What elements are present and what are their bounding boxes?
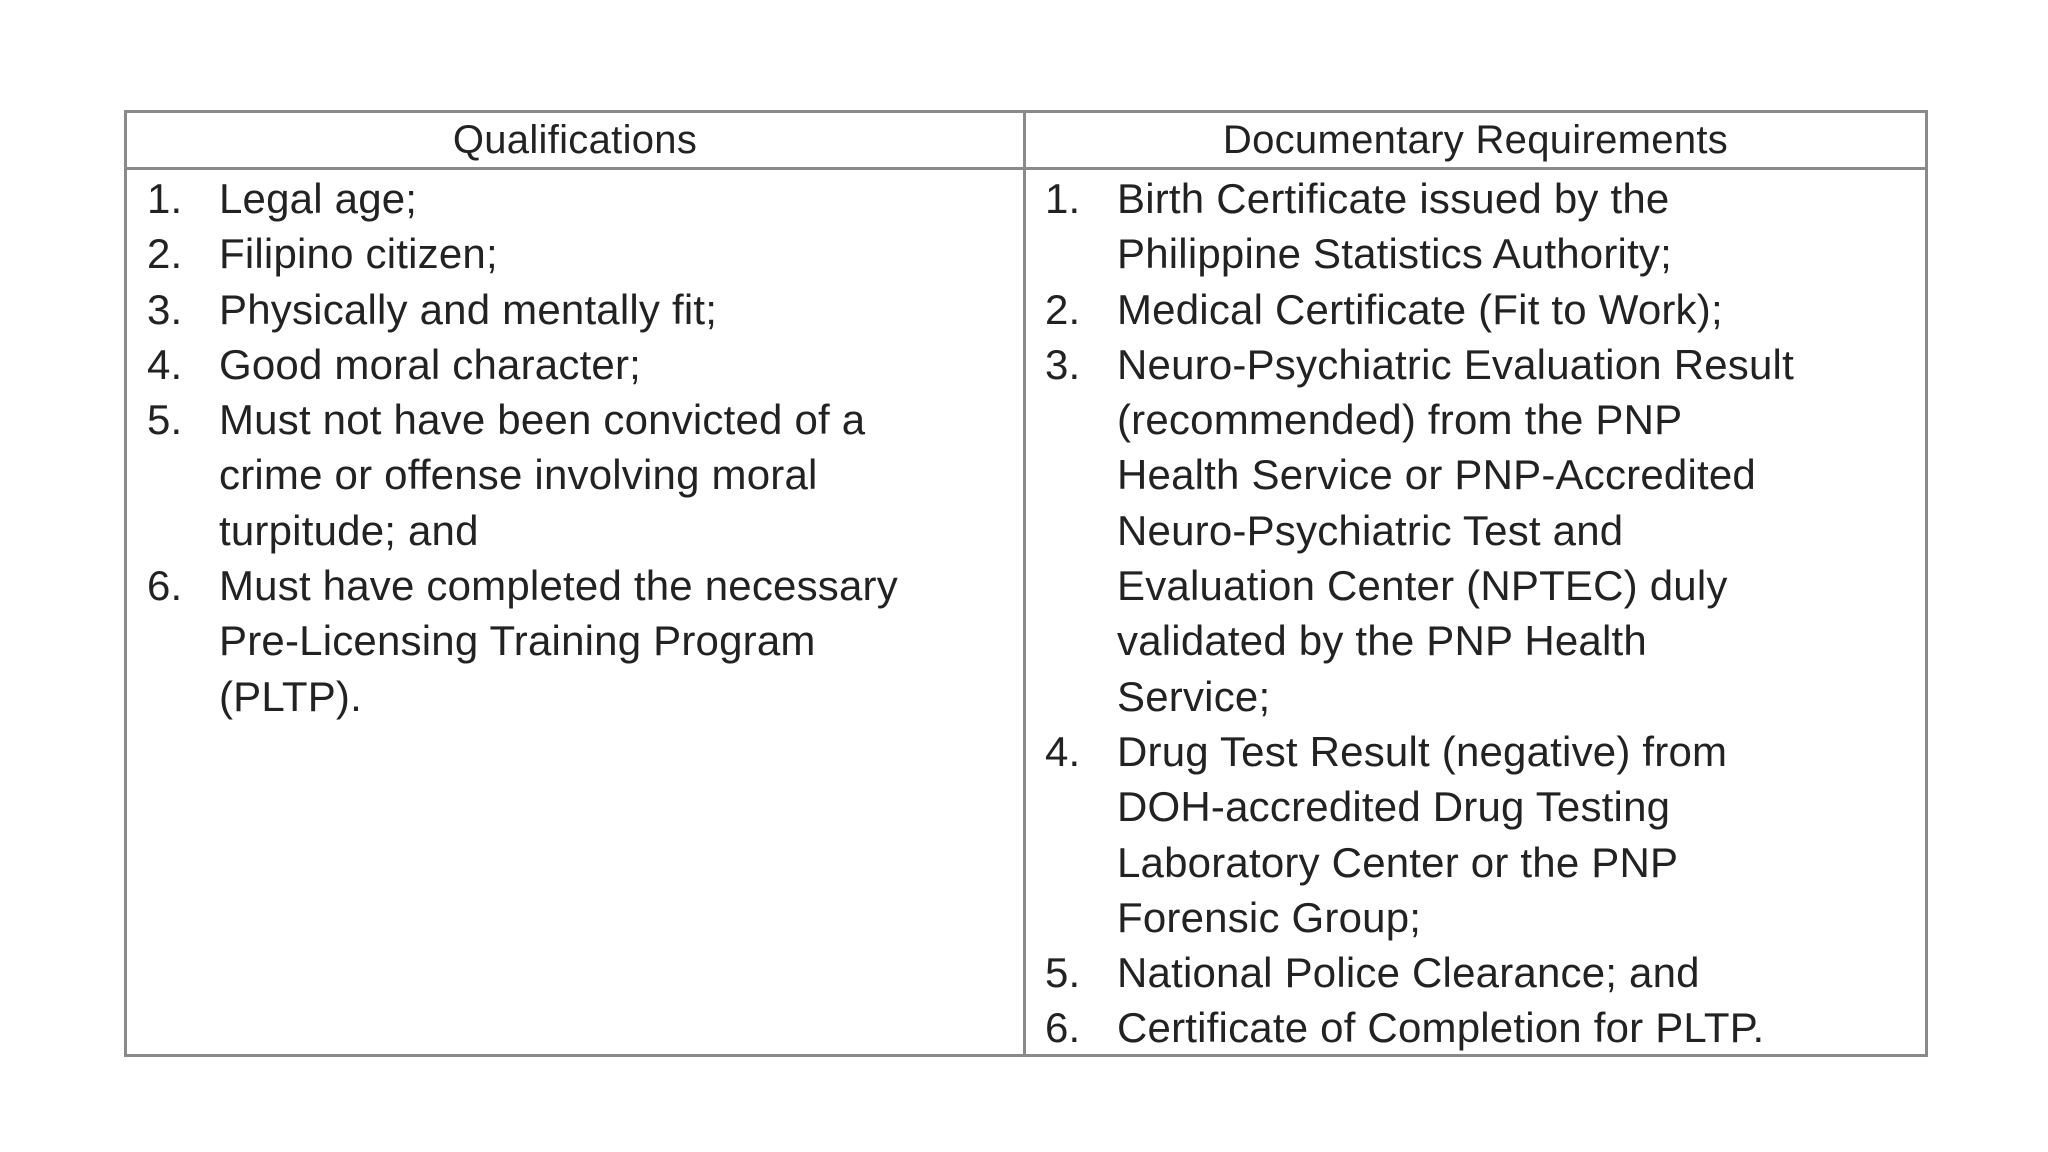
item-number: 5. [1045,949,1081,997]
item-text: Physically and mentally fit; [219,285,718,333]
list-item [1026,1000,1925,1055]
list-item [127,392,1023,558]
list-item [127,226,1023,281]
item-text: Birth Certificate issued by the Philippine Statistics Authority; [1117,175,1673,278]
requirements-list [1026,170,1925,1056]
item-number: 4. [147,340,183,388]
item-number: 6. [1045,1004,1081,1052]
item-text: Filipino citizen; [219,230,498,278]
list-item [127,171,1023,226]
item-number: 3. [147,285,183,333]
documentary-requirements-header: Documentary Requirements [1026,113,1925,170]
item-number: 3. [1045,340,1081,388]
qualifications-header: Qualifications [127,113,1026,170]
list-item [1026,337,1925,724]
item-number: 2. [1045,285,1081,333]
item-text: Medical Certificate (Fit to Work); [1117,285,1723,333]
item-text: Neuro-Psychiatric Evaluation Result (recommended) from the PNP Health Service or PNP-Accredited Neuro-Psychiatric Test and Evaluation Center (NPTEC) duly validated by the PNP Health Service; [1117,340,1794,720]
list-item [1026,171,1925,282]
item-text: Must have completed the necessary Pre-Licensing Training Program (PLTP). [219,562,898,720]
list-item [1026,282,1925,337]
item-text: Must not have been convicted of a crime or offense involving moral turpitude; and [219,396,866,554]
requirements-table [124,110,1928,1057]
list-item [127,337,1023,392]
item-number: 5. [147,396,183,444]
item-text: Certificate of Completion for PLTP. [1117,1004,1765,1052]
list-item [1026,724,1925,945]
item-number: 2. [147,230,183,278]
item-text: Drug Test Result (negative) from DOH-accredited Drug Testing Laboratory Center or the PNP Forensic Group; [1117,727,1728,941]
item-number: 4. [1045,727,1081,775]
list-item [127,558,1023,724]
item-number: 1. [1045,175,1081,222]
item-text: National Police Clearance; and [1117,949,1700,997]
list-item [127,282,1023,337]
qualifications-list [127,170,1026,1056]
item-text: Good moral character; [219,340,642,388]
list-item [1026,945,1925,1000]
item-number: 1. [147,175,183,222]
item-text: Legal age; [219,175,418,222]
item-number: 6. [147,562,183,610]
